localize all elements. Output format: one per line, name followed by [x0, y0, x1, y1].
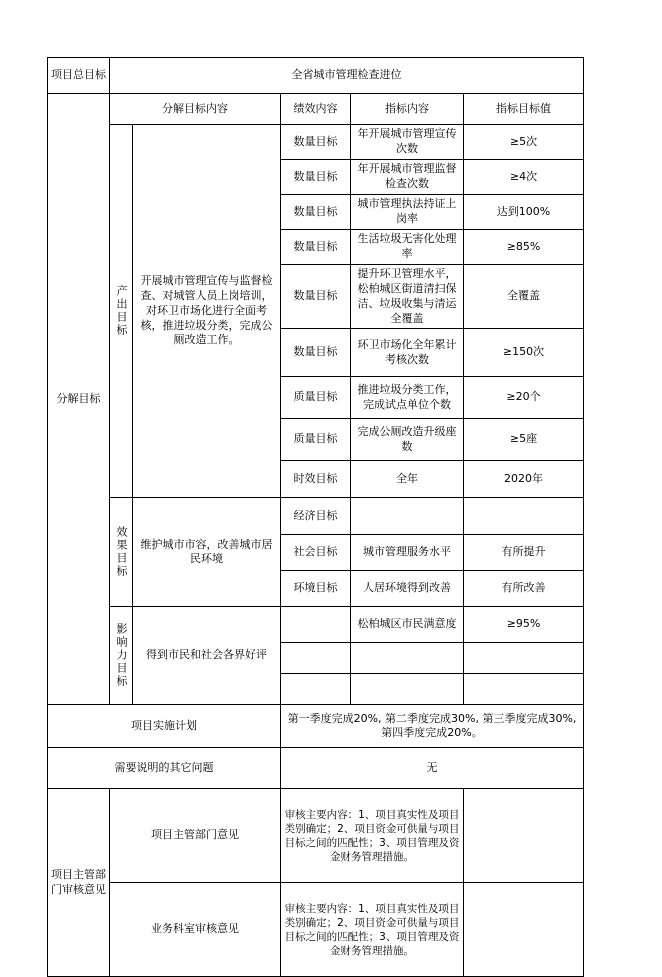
indicator-cell: 人居环境得到改善: [351, 571, 464, 607]
target-cell: [464, 674, 584, 705]
indicator-cell: 城市管理执法持证上岗率: [351, 195, 464, 230]
implementation-plan-label: 项目实施计划: [48, 705, 281, 748]
target-cell: [464, 643, 584, 674]
performance-cell: 数量目标: [281, 329, 351, 377]
target-cell: 2020年: [464, 461, 584, 498]
indicator-cell: 生活垃圾无害化处理率: [351, 230, 464, 265]
indicator-cell: 提升环卫管理水平，松柏城区街道清扫保洁、垃圾收集与清运全覆盖: [351, 265, 464, 329]
review-item-label: 项目主管部门意见: [110, 789, 281, 883]
table-row-other-issues: [48, 748, 584, 789]
indicator-cell: 推进垃圾分类工作，完成试点单位个数: [351, 377, 464, 419]
header-indicator: 指标内容: [351, 94, 464, 125]
review-item-value: 审核主要内容：1、项目真实性及项目类别确定；2、项目资金可供量与项目目标之间的匹配性；3、项目管理及资金财务管理措施。: [281, 883, 464, 977]
review-section-label: 项目主管部门审核意见: [48, 789, 110, 977]
header-target-value: 指标目标值: [464, 94, 584, 125]
table-row: [48, 125, 584, 160]
table-row-headers: [48, 94, 584, 125]
indicator-cell: 完成公厕改造升级座数: [351, 419, 464, 461]
target-cell: [464, 498, 584, 535]
group-label-text: 产出目标: [115, 285, 129, 338]
review-item-result: [464, 789, 584, 883]
performance-cell: 环境目标: [281, 571, 351, 607]
indicator-cell: 全年: [351, 461, 464, 498]
table-row: [48, 607, 584, 643]
performance-cell: 数量目标: [281, 125, 351, 160]
indicator-cell: [351, 643, 464, 674]
group-vertical-label-impact: [110, 607, 133, 705]
header-content: 分解目标内容: [110, 94, 281, 125]
target-cell: 有所提升: [464, 535, 584, 571]
target-cell: ≥5次: [464, 125, 584, 160]
group-description-output: 开展城市管理宣传与监督检查、对城管人员上岗培训，对环卫市场化进行全面考核，推进垃圾分类，完成公厕改造工作。: [133, 125, 281, 498]
target-cell: 全覆盖: [464, 265, 584, 329]
review-item-value: 审核主要内容：1、项目真实性及项目类别确定；2、项目资金可供量与项目目标之间的匹配性；3、项目管理及资金财务管理措施。: [281, 789, 464, 883]
performance-cell: 数量目标: [281, 160, 351, 195]
performance-cell: [281, 643, 351, 674]
indicator-cell: [351, 674, 464, 705]
implementation-plan-value: 第一季度完成20%, 第二季度完成30%, 第三季度完成30%, 第四季度完成20%。: [281, 705, 584, 748]
review-item-result: [464, 883, 584, 977]
overall-goal-label: 项目总目标: [48, 58, 110, 94]
indicator-cell: 年开展城市管理监督检查次数: [351, 160, 464, 195]
target-cell: ≥4次: [464, 160, 584, 195]
header-performance: 绩效内容: [281, 94, 351, 125]
indicator-cell: 松柏城区市民满意度: [351, 607, 464, 643]
performance-cell: 社会目标: [281, 535, 351, 571]
decomposed-goal-label: 分解目标: [48, 94, 110, 705]
performance-cell: 数量目标: [281, 230, 351, 265]
table-row-overall-goal: [48, 58, 584, 94]
group-vertical-label-output: [110, 125, 133, 498]
target-cell: ≥20个: [464, 377, 584, 419]
table-row: [48, 498, 584, 535]
performance-cell: [281, 607, 351, 643]
performance-cell: 质量目标: [281, 377, 351, 419]
performance-cell: 质量目标: [281, 419, 351, 461]
target-cell: ≥85%: [464, 230, 584, 265]
group-description-impact: 得到市民和社会各界好评: [133, 607, 281, 705]
performance-cell: 时效目标: [281, 461, 351, 498]
group-vertical-label-effect: [110, 498, 133, 607]
group-label-text: 影响力目标: [115, 623, 129, 689]
performance-cell: [281, 674, 351, 705]
indicator-cell: 环卫市场化全年累计考核次数: [351, 329, 464, 377]
performance-cell: 数量目标: [281, 195, 351, 230]
target-cell: 达到100%: [464, 195, 584, 230]
performance-cell: 经济目标: [281, 498, 351, 535]
indicator-cell: 城市管理服务水平: [351, 535, 464, 571]
table-row-review-department: [48, 789, 584, 883]
table-row-implementation-plan: [48, 705, 584, 748]
target-cell: ≥5座: [464, 419, 584, 461]
group-label-text: 效果目标: [115, 526, 129, 579]
indicator-cell: [351, 498, 464, 535]
target-cell: ≥150次: [464, 329, 584, 377]
overall-goal-value: 全省城市管理检查进位: [110, 58, 584, 94]
target-cell: ≥95%: [464, 607, 584, 643]
target-cell: 有所改善: [464, 571, 584, 607]
table-row-review-office: [48, 883, 584, 977]
other-issues-value: 无: [281, 748, 584, 789]
indicator-cell: 年开展城市管理宣传次数: [351, 125, 464, 160]
group-description-effect: 维护城市市容，改善城市居民环境: [133, 498, 281, 607]
performance-cell: 数量目标: [281, 265, 351, 329]
other-issues-label: 需要说明的其它问题: [48, 748, 281, 789]
review-item-label: 业务科室审核意见: [110, 883, 281, 977]
performance-target-table: [47, 57, 584, 977]
